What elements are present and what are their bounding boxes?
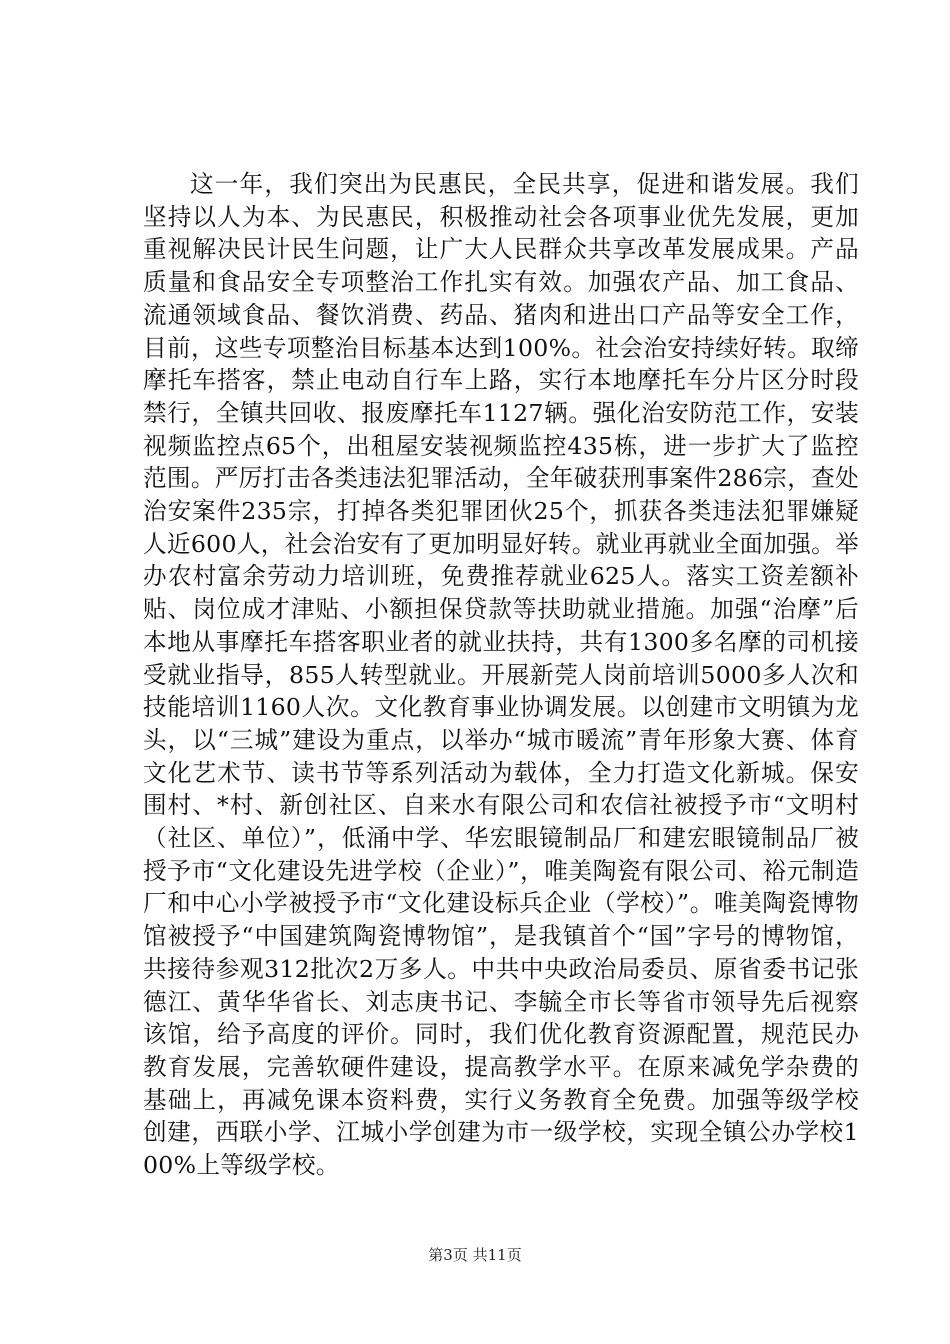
body-paragraph: 这一年，我们突出为民惠民，全民共享，促进和谐发展。我们坚持以人为本、为民惠民，积极推动社会各项事业优先发展，更加重视解决民计民生问题，让广大人民群众共享改革发展成果。产品质量和食品安全专项整治工作扎实有效。加强农产品、加工食品、流通领域食品、餐饮消费、药品、猪肉和进出口产品等安全工作，目前，这些专项整治目标基本达到100%。社会治安持续好转。取缔摩托车搭客，禁止电动自行车上路，实行本地摩托车分片区分时段禁行，全镇共回收、报废摩托车1127辆。强化治安防范工作，安装视频监控点65个，出租屋安装视频监控435栋，进一步扩大了监控范围。严厉打击各类违法犯罪活动，全年破获刑事案件286宗，查处治安案件235宗，打掉各类犯罪团伙25个，抓获各类违法犯罪嫌疑人近600人，社会治安有了更加明显好转。就业再就业全面加强。举办农村富余劳动力培训班，免费推荐就业625人。落实工资差额补贴、岗位成才津贴、小额担保贷款等扶助就业措施。加强“治摩”后本地从事摩托车搭客职业者的就业扶持，共有1300多名摩的司机接受就业指导，855人转型就业。开展新莞人岗前培训5000多人次和技能培训1160人次。文化教育事业协调发展。以创建市文明镇为龙头，以“三城”建设为重点，以举办“城市暖流”青年形象大赛、体育文化艺术节、读书节等系列活动为载体，全力打造文化新城。保安围村、*村、新创社区、自来水有限公司和农信社被授予市“文明村（社区、单位）”，低涌中学、华宏眼镜制品厂和建宏眼镜制品厂被授予市“文化建设先进学校（企业）”，唯美陶瓷有限公司、裕元制造厂和中心小学被授予市“文化建设标兵企业（学校）”。唯美陶瓷博物馆被授予“中国建筑陶瓷博物馆”，是我镇首个“国”字号的博物馆，共接待参观312批次2万多人。中共中央政治局委员、原省委书记张德江、黄华华省长、刘志庚书记、李毓全市长等省市领导先后视察该馆，给予高度的评价。同时，我们优化教育资源配置，规范民办教育发展，完善软硬件建设，提高教学水平。在原来减免学杂费的基础上，再减免课本资料费，实行义务教育全免费。加强等级学校创建，西联小学、江城小学创建为市一级学校，实现全镇公办学校100%上等级学校。 [143,170,859,1180]
page-number-footer: 第3页 共11页 [428,1246,522,1264]
